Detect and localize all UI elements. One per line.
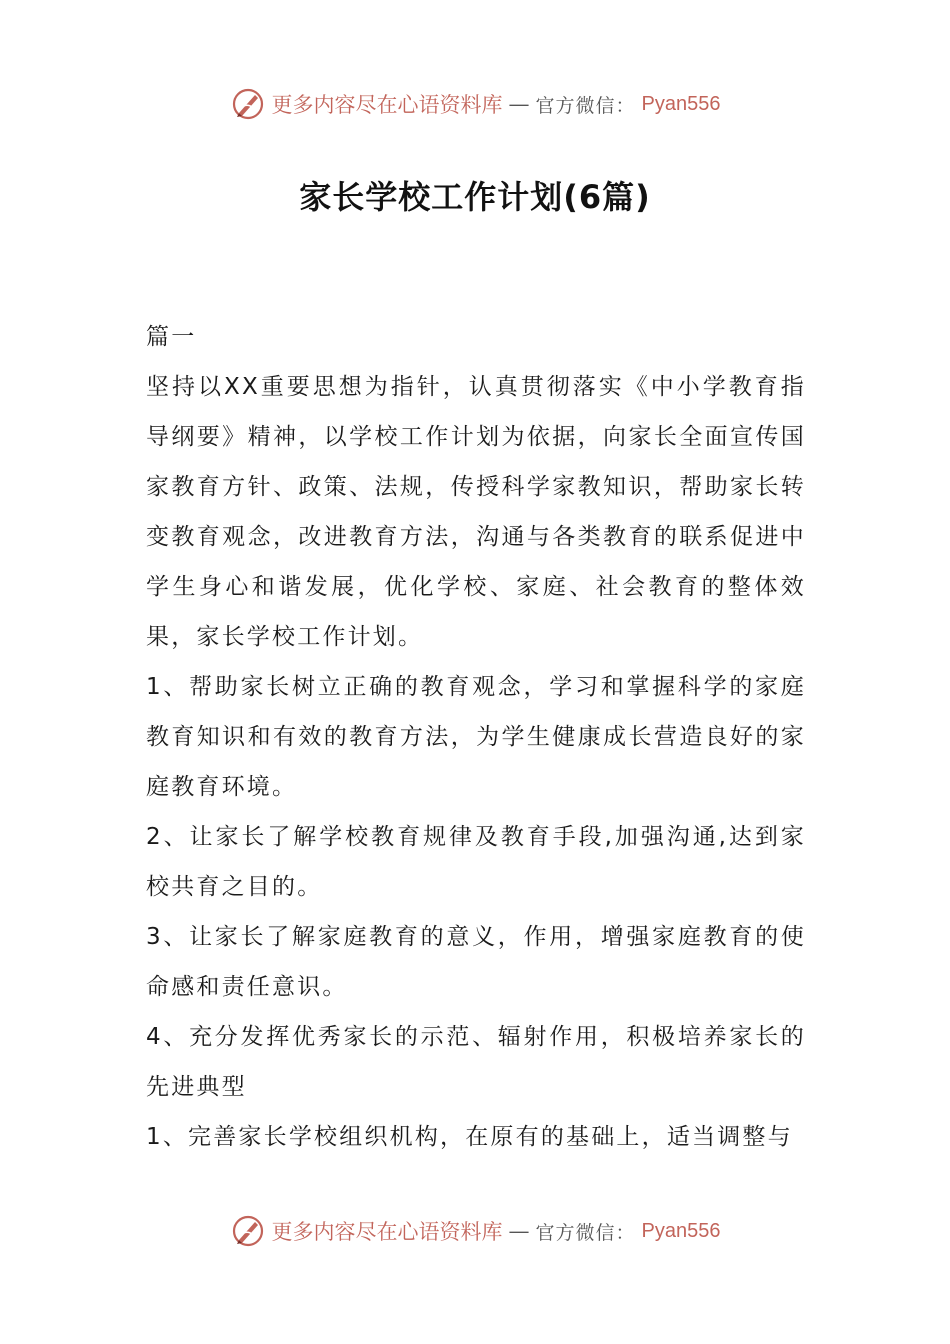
paragraph-item-1: 1、帮助家长树立正确的教育观念，学习和掌握科学的家庭教育知识和有效的教育方法，为学生健康成长营造良好的家庭教育环境。 bbox=[146, 674, 806, 800]
watermark-main-text: 更多内容尽在心语资料库 bbox=[271, 1220, 503, 1244]
paragraph-item-5: 1、完善家长学校组织机构，在原有的基础上，适当调整与 bbox=[146, 1124, 793, 1150]
watermark-dash: — bbox=[508, 1219, 530, 1243]
watermark-wechat-label: 官方微信： bbox=[535, 94, 636, 117]
document-body bbox=[146, 312, 806, 1162]
watermark-wechat-label: 官方微信： bbox=[535, 1221, 636, 1244]
header-watermark bbox=[0, 84, 950, 124]
pen-logo-icon bbox=[230, 86, 266, 122]
document-title: 家长学校工作计划(6篇) bbox=[299, 178, 651, 216]
section-heading: 篇一 bbox=[146, 324, 197, 350]
paragraph-item-2: 2、让家长了解学校教育规律及教育手段,加强沟通,达到家校共育之目的。 bbox=[146, 824, 806, 900]
watermark-dash: — bbox=[508, 92, 530, 116]
footer-watermark bbox=[0, 1211, 950, 1251]
watermark-wechat-id: Pyan556 bbox=[641, 1219, 721, 1242]
watermark-wechat-id: Pyan556 bbox=[641, 92, 721, 115]
paragraph-item-4: 4、充分发挥优秀家长的示范、辐射作用，积极培养家长的先进典型 bbox=[146, 1024, 806, 1100]
paragraph-intro: 坚持以XX重要思想为指针，认真贯彻落实《中小学教育指导纲要》精神，以学校工作计划为依据，向家长全面宣传国家教育方针、政策、法规，传授科学家教知识，帮助家长转变教育观念，改进教育方法，沟通与各类教育的联系促进中学生身心和谐发展，优化学校、家庭、社会教育的整体效果，家长学校工作计划。 bbox=[146, 374, 806, 650]
pen-logo-icon bbox=[230, 1213, 266, 1249]
watermark-main-text: 更多内容尽在心语资料库 bbox=[271, 93, 503, 117]
paragraph-item-3: 3、让家长了解家庭教育的意义，作用，增强家庭教育的使命感和责任意识。 bbox=[146, 924, 806, 1000]
